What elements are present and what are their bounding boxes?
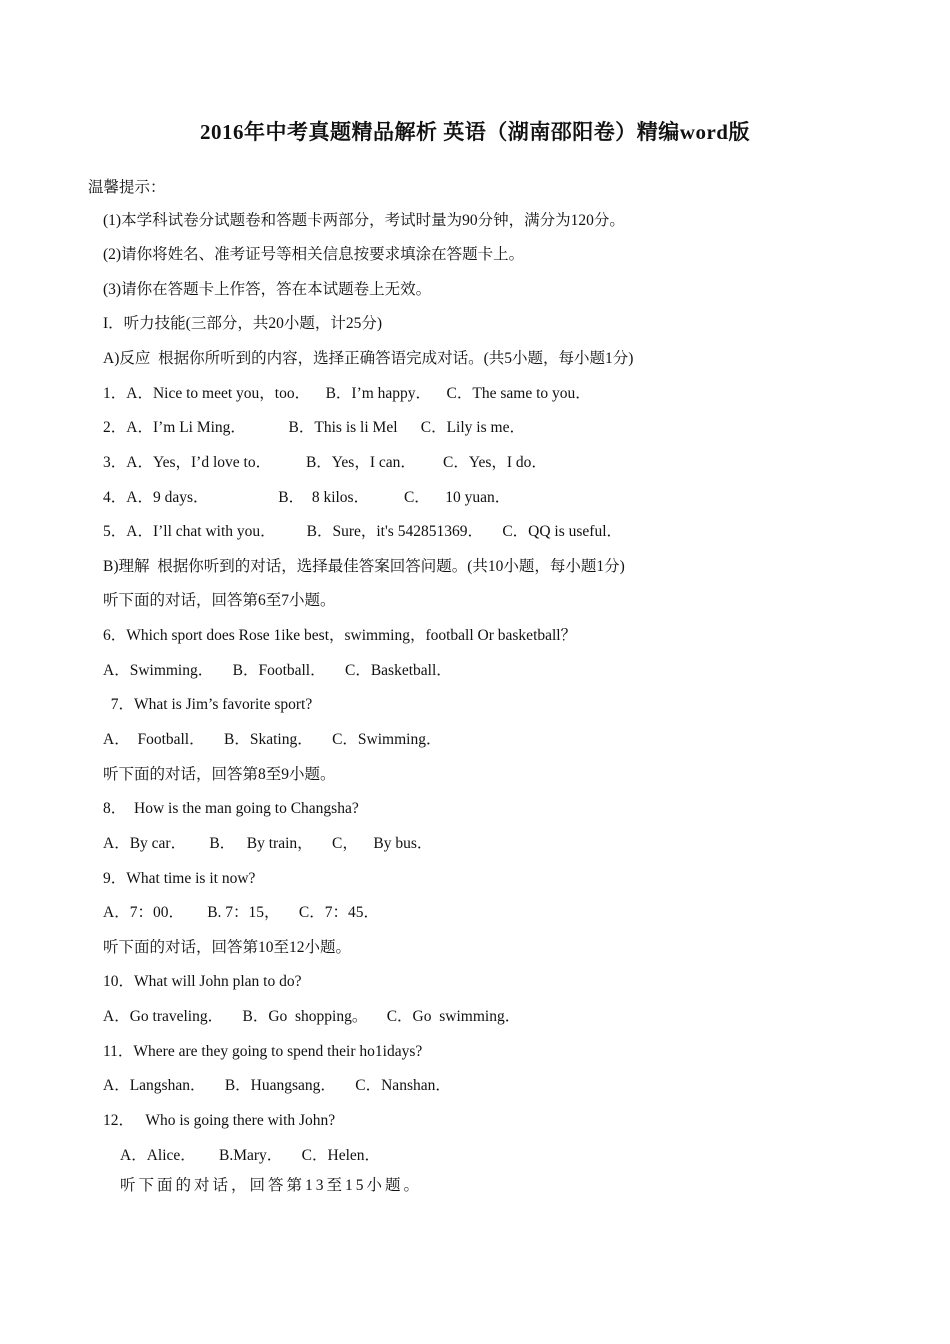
tips-heading: 温馨提示： [88, 179, 166, 196]
tip-2: (2)请你将姓名、准考证号等相关信息按要求填涂在答题卡上。 [103, 246, 525, 263]
question-2: 2．A．I’m Li Ming． B．This is li Mel C．Lily is me． [103, 419, 525, 436]
question-12: 12． Who is going there with John? [103, 1112, 336, 1129]
question-11: 11．Where are they going to spend their ho1idays? [103, 1043, 423, 1060]
question-8-options: A．By car． B． By train， C， By bus． [103, 835, 433, 852]
question-7-options: A． Football． B．Skating． C．Swimming． [103, 731, 442, 748]
question-6: 6．Which sport does Rose 1ike best，swimming，football Or basketball？ [103, 627, 577, 644]
question-10-options: A．Go traveling． B．Go shopping。 C．Go swimming． [103, 1008, 521, 1025]
part-b-instructions: B)理解 根据你听到的对话，选择最佳答案回答问题。(共10小题，每小题1分) [103, 558, 625, 575]
question-4: 4．A．9 days． B． 8 kilos． C． 10 yuan． [103, 489, 511, 506]
question-9-options: A．7：00． B. 7：15， C．7：45． [103, 904, 379, 921]
dialogue-instruction-10-12: 听下面的对话，回答第10至12小题。 [103, 939, 352, 956]
question-10: 10．What will John plan to do? [103, 973, 302, 990]
question-6-options: A．Swimming． B．Football． C．Basketball． [103, 662, 452, 679]
question-5: 5．A．I’ll chat with you． B．Sure，it's 542851369． C．QQ is useful． [103, 523, 623, 540]
section-heading: I．听力技能(三部分，共20小题，计25分) [103, 315, 382, 332]
dialogue-instruction-8-9: 听下面的对话，回答第8至9小题。 [103, 766, 336, 783]
question-1: 1．A．Nice to meet you，too． B．I’m happy． C．The same to you． [103, 385, 591, 402]
question-11-options: A．Langshan． B．Huangsang． C．Nanshan． [103, 1077, 451, 1094]
tip-1: (1)本学科试卷分试题卷和答题卡两部分，考试时量为90分钟，满分为120分。 [103, 212, 625, 229]
question-12-options: A．Alice． B.Mary． C．Helen． [120, 1147, 381, 1164]
part-a-instructions: A)反应 根据你所听到的内容，选择正确答语完成对话。(共5小题，每小题1分) [103, 350, 634, 367]
dialogue-instruction-13-15: 听下面的对话，回答第13至15小题。 [120, 1177, 423, 1194]
document-title: 2016年中考真题精品解析 英语（湖南邵阳卷）精编word版 [200, 120, 750, 144]
dialogue-instruction-6-7: 听下面的对话，回答第6至7小题。 [103, 592, 336, 609]
question-9: 9．What time is it now? [103, 870, 256, 887]
question-8: 8． How is the man going to Changsha? [103, 800, 359, 817]
question-3: 3．A．Yes，I’d love to． B．Yes，I can． C．Yes，I do． [103, 454, 547, 471]
question-7: 7．What is Jim’s favorite sport? [103, 696, 313, 713]
tip-3: (3)请你在答题卡上作答，答在本试题卷上无效。 [103, 281, 432, 298]
